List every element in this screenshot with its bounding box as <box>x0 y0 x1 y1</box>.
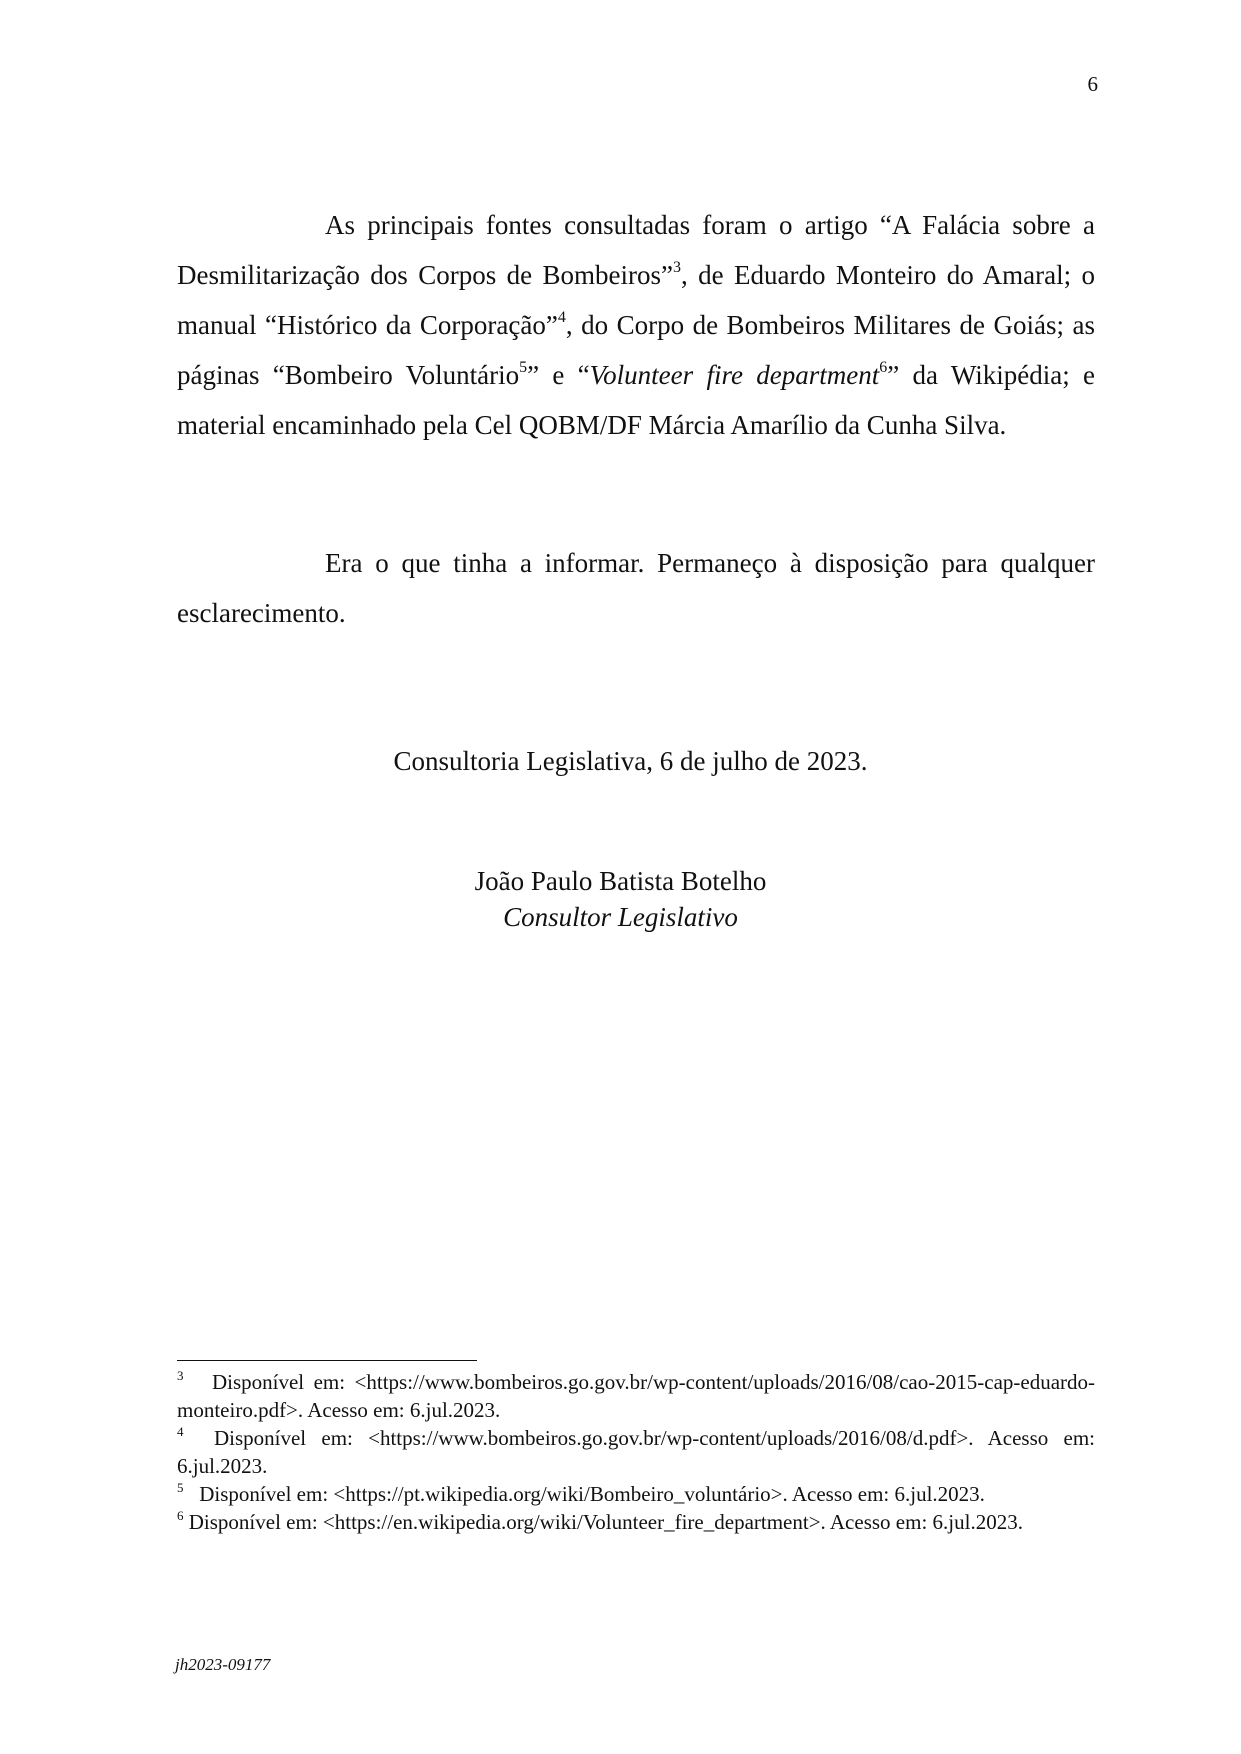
place-date-line: Consultoria Legislativa, 6 de julho de 2023. <box>393 746 868 776</box>
signatory-name: João Paulo Batista Botelho <box>474 866 767 896</box>
footnote-ref-3: 3 <box>672 259 681 276</box>
footnote-text: Disponível em: <https://www.bombeiros.go.gov.br/wp-content/uploads/2016/08/cao-2015-cap-eduardo-monteiro.pdf>. Acesso em: 6.jul.2023. <box>177 1370 1096 1422</box>
sources-text-5: ” da Wikipédia; e material encaminhado pela Cel QOBM/DF Márcia Amarílio da Cunha Silva. <box>177 360 1096 440</box>
paragraph-closing-remarks <box>177 538 1095 638</box>
sources-text-3: , do Corpo de Bombeiros Militares de Goiás; as páginas “Bombeiro Voluntário <box>177 310 1095 390</box>
footnote-4 <box>177 1424 1095 1480</box>
footnote-number: 4 <box>177 1424 184 1439</box>
footnote-3 <box>177 1368 1095 1424</box>
footnote-text: Disponível em: <https://pt.wikipedia.org/wiki/Bombeiro_voluntário>. Acesso em: 6.jul.2023. <box>199 1482 985 1506</box>
footnote-5 <box>177 1480 1095 1508</box>
footnote-text: Disponível em: <https://en.wikipedia.org/wiki/Volunteer_fire_department>. Acesso em: 6.jul.2023. <box>188 1510 1023 1534</box>
sources-text-1: As principais fontes consultadas foram o artigo “A Falácia sobre a Desmilitarização dos Corpos de Bombeiros” <box>177 210 1095 290</box>
closing-remarks-text: Era o que tinha a informar. Permaneço à disposição para qualquer esclarecimento. <box>177 548 1095 628</box>
sources-text-4: ” e “ <box>527 360 590 390</box>
footnote-6 <box>177 1508 1095 1536</box>
paragraph-sources <box>177 200 1095 450</box>
signatory-role: Consultor Legislativo <box>503 902 738 932</box>
footnote-number: 3 <box>177 1368 184 1383</box>
footnote-number: 6 <box>177 1508 184 1523</box>
sources-text-2: , de Eduardo Monteiro do Amaral; o manual “Histórico da Corporação” <box>177 260 1095 340</box>
document-code: jh2023-09177 <box>175 1655 271 1674</box>
page-number: 6 <box>1087 72 1098 96</box>
footnotes-section <box>177 1368 1095 1536</box>
footnote-ref-6: 6 <box>879 359 888 376</box>
footnote-ref-4: 4 <box>557 309 566 326</box>
footnote-ref-5: 5 <box>519 359 528 376</box>
footnote-text: Disponível em: <https://www.bombeiros.go.gov.br/wp-content/uploads/2016/08/d.pdf>. Acesso em: 6.jul.2023. <box>177 1426 1095 1478</box>
volunteer-fire-department-title: Volunteer fire department <box>589 360 880 390</box>
footnote-number: 5 <box>177 1480 184 1495</box>
footnote-separator <box>177 1360 477 1361</box>
